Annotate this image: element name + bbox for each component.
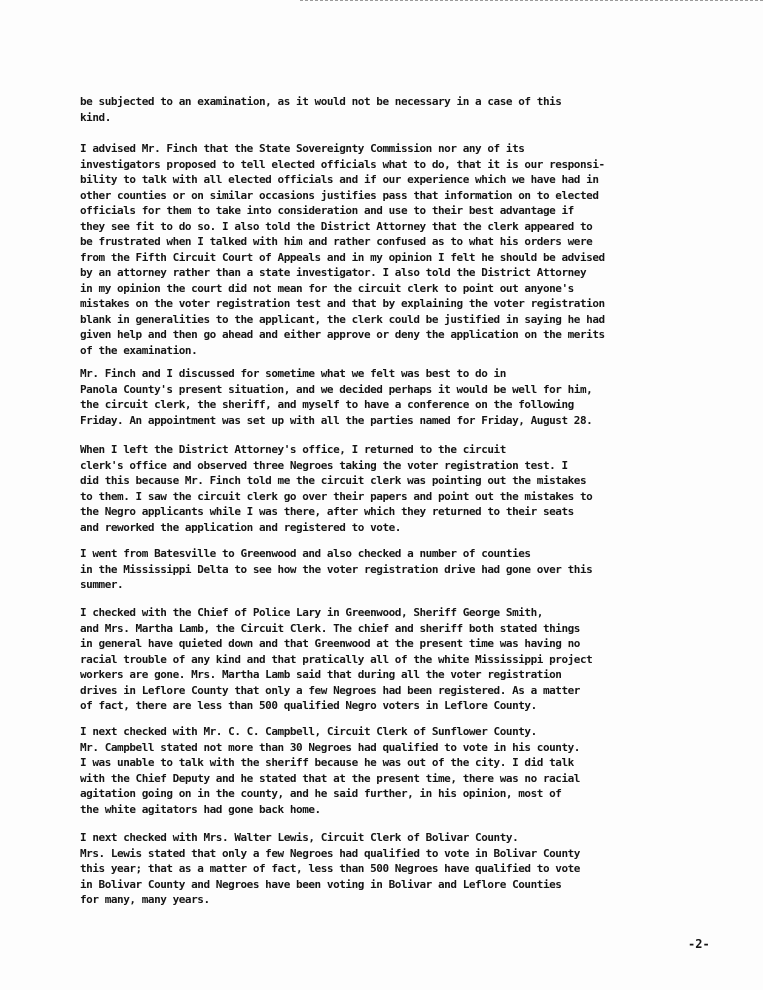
paragraph-examination-continued: be subjected to an examination, as it would not be necessary in a case of this kind. — [80, 95, 562, 124]
top-edge-artifact — [300, 0, 763, 4]
paragraph-bolivar-county: I next checked with Mrs. Walter Lewis, Circuit Clerk of Bolivar County. Mrs. Lewis stated that only a few Negroes had qualified to vote in Bolivar County this year; that as a matter of fact, less than 500 Negroes have qualified to vote in Bolivar County and Negroes have been voting in Bolivar and Leflore Counties for many, many years. — [80, 831, 580, 906]
paragraph-advised-mr-finch: I advised Mr. Finch that the State Sovereignty Commission nor any of its investigators proposed to tell elected officials what to do, that it is our responsi- bility to talk with all elected officials and if our experience which we have had in other counties or on similar occasions justifies pass that information on to elected officials for them to take into consideration and use to their best advantage if they see fit to do so. I also told the District Attorney that the clerk appeared to be frustrated when I talked with him and rather confused as to what his orders were from the Fifth Circuit Court of Appeals and in my opinion I felt he should be advised by an attorney rather than a state investigator. I also told the District Attorney in my opinion the court did not mean for the circuit clerk to point out anyone's mistakes on the voter registration test and that by explaining the voter registration blank in generalities to the applicant, the clerk could be justified in saying he had given help and then go ahead and either approve or deny the application on the merits of the examination. — [80, 142, 605, 357]
paragraph-circuit-clerk-office: When I left the District Attorney's office, I returned to the circuit clerk's office and observed three Negroes taking the voter registration test. I did this because Mr. Finch told me the circuit clerk was pointing out the mistakes to them. I saw the circuit clerk go over their papers and point out the mistakes to the Negro applicants while I was there, after which they returned to their seats and reworked the application and registered to vote. — [80, 443, 593, 534]
page-number: -2- — [688, 937, 710, 951]
paragraph-panola-conference: Mr. Finch and I discussed for sometime what we felt was best to do in Panola County's present situation, and we decided perhaps it would be well for him, the circuit clerk, the sheriff, and myself to have a conference on the following Friday. An appointment was set up with all the parties named for Friday, August 28. — [80, 367, 593, 427]
paragraph-sunflower-county: I next checked with Mr. C. C. Campbell, Circuit Clerk of Sunflower County. Mr. Campbell stated not more than 30 Negroes had qualified to vote in his county. I was unable to talk with the sheriff because he was out of the city. I did talk with the Chief Deputy and he stated that at the present time, there was no racial agitation going on in the county, and he said further, in his opinion, most of the white agitators had gone back home. — [80, 725, 580, 816]
paragraph-batesville-greenwood: I went from Batesville to Greenwood and also checked a number of counties in the Mississippi Delta to see how the voter registration drive had gone over this summer. — [80, 547, 593, 591]
paragraph-leflore-county: I checked with the Chief of Police Lary in Greenwood, Sheriff George Smith, and Mrs. Martha Lamb, the Circuit Clerk. The chief and sheriff both stated things in general have quieted down and that Greenwood at the present time was having no racial trouble of any kind and that pratically all of the white Mississippi project workers are gone. Mrs. Martha Lamb said that during all the voter registration drives in Leflore County that only a few Negroes had been registered. As a matter of fact, there are less than 500 qualified Negro voters in Leflore County. — [80, 606, 593, 712]
